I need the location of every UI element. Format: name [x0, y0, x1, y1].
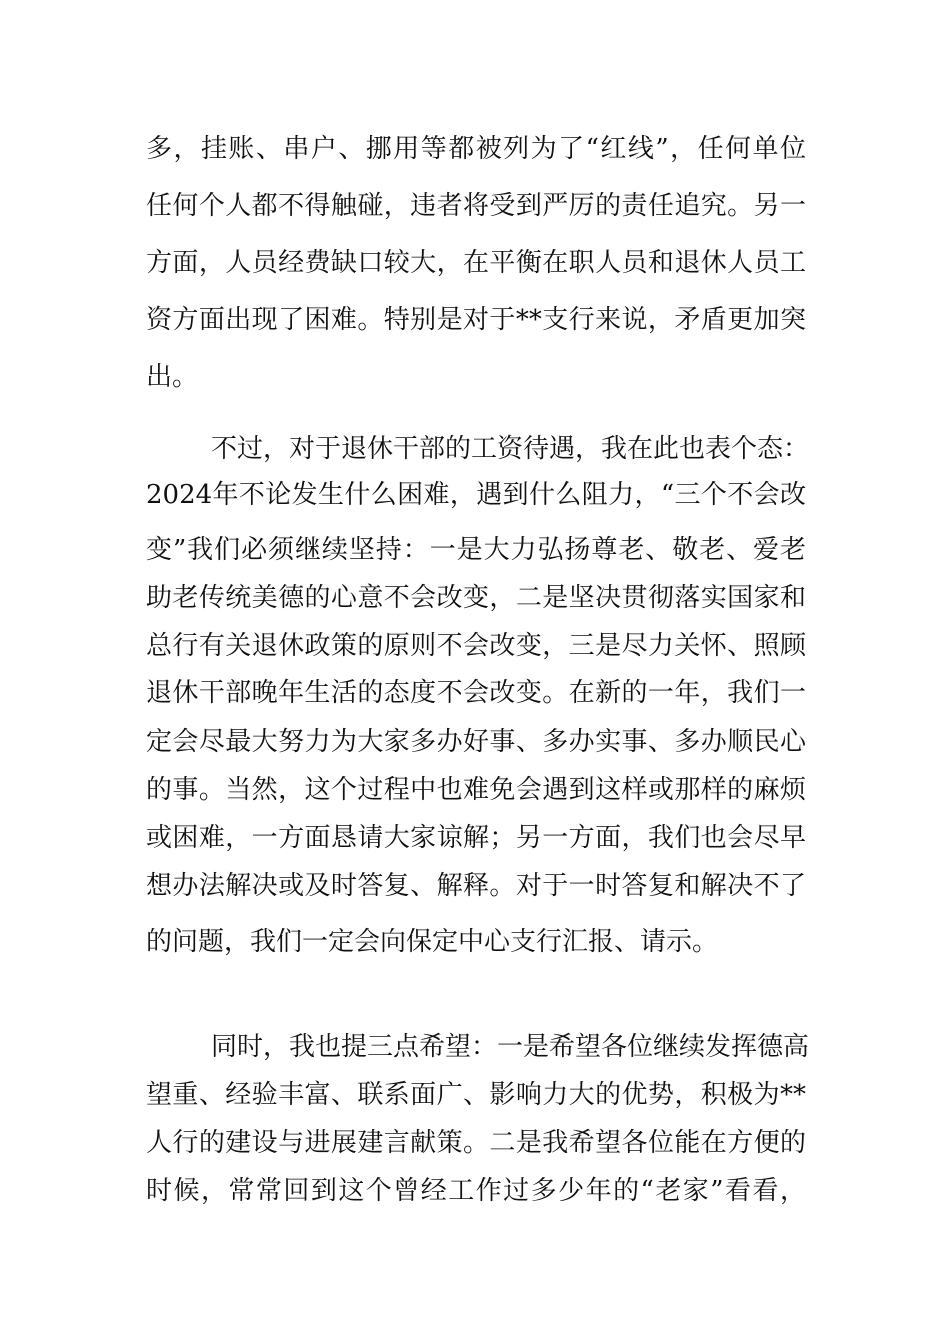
paragraph-2-line-11: 的问题，我们一定会向保定中心支行汇报、请示。 — [146, 927, 719, 957]
paragraph-2-line-6: 退休干部晚年生活的态度不会改变。在新的一年，我们一 — [146, 678, 806, 708]
paragraph-3-line-1: 同时，我也提三点希望：一是希望各位继续发挥德高 — [211, 1032, 810, 1062]
paragraph-2-line-9: 或困难，一方面恳请大家谅解；另一方面，我们也会尽早 — [146, 823, 806, 853]
paragraph-2-line-10: 想办法解决或及时答复、解释。对于一时答复和解决不了 — [146, 871, 806, 901]
paragraph-2-line-1: 不过，对于退休干部的工资待遇，我在此也表个态： — [211, 434, 810, 464]
paragraph-1-line-4: 资方面出现了困难。特别是对于**支行来说，矛盾更加突 — [146, 305, 806, 335]
paragraph-2-line-5: 总行有关退休政策的原则不会改变，三是尽力关怀、照顾 — [146, 631, 806, 661]
paragraph-2-line-4: 助老传统美德的心意不会改变，二是坚决贯彻落实国家和 — [146, 583, 806, 613]
paragraph-1-line-2: 任何个人都不得触碰，违者将受到严厉的责任追究。另一 — [146, 191, 806, 221]
paragraph-3-line-4: 时候，常常回到这个曾经工作过多少年的“老家”看看， — [146, 1176, 806, 1206]
paragraph-3-line-2: 望重、经验丰富、联系面广、影响力大的优势，积极为** — [146, 1080, 806, 1110]
paragraph-2-line-8: 的事。当然，这个过程中也难免会遇到这样或那样的麻烦 — [146, 775, 806, 805]
paragraph-1-line-3: 方面，人员经费缺口较大，在平衡在职人员和退休人员工 — [146, 248, 806, 278]
paragraph-3-line-3: 人行的建设与进展建言献策。二是我希望各位能在方便的 — [146, 1128, 806, 1158]
paragraph-2-line-3: 变”我们必须继续坚持：一是大力弘扬尊老、敬老、爱老 — [146, 535, 806, 565]
paragraph-2-line-2: 2024年不论发生什么困难，遇到什么阻力，“三个不会改 — [146, 480, 806, 510]
paragraph-1-line-5: 出。 — [146, 362, 199, 392]
paragraph-1-line-1: 多，挂账、串户、挪用等都被列为了“红线”，任何单位 — [146, 134, 806, 164]
paragraph-2-line-7: 定会尽最大努力为大家多办好事、多办实事、多办顺民心 — [146, 727, 806, 757]
